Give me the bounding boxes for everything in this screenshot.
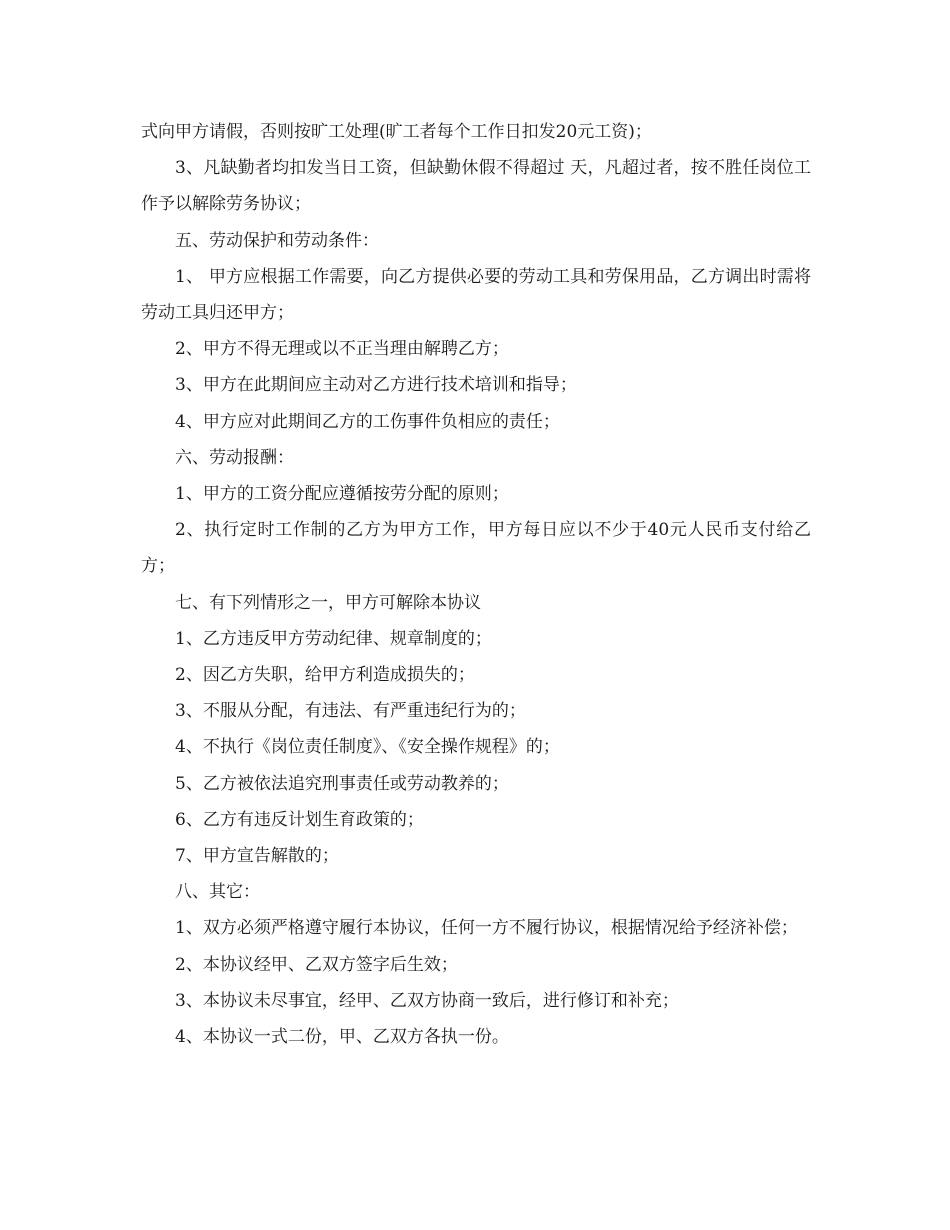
paragraph: 2、执行定时工作制的乙方为甲方工作，甲方每日应以不少于40元人民币支付给乙方； [141, 520, 811, 577]
paragraph: 1、乙方违反甲方劳动纪律、规章制度的； [175, 628, 492, 649]
paragraph: 式向甲方请假，否则按旷工处理(旷工者每个工作日扣发20元工资)； [141, 122, 652, 142]
paragraph: 4、甲方应对此期间乙方的工伤事件负相应的责任； [175, 411, 560, 432]
document-body [141, 114, 811, 1055]
paragraph: 4、本协议一式二份，甲、乙双方各执一份。 [175, 1027, 509, 1048]
paragraph: 2、本协议经甲、乙双方签字后生效； [175, 954, 458, 975]
paragraph: 3、凡缺勤者均扣发当日工资，但缺勤休假不得超过 天，凡超过者，按不胜任岗位工作予以解除劳务协议； [141, 158, 811, 215]
section-heading: 七、有下列情形之一，甲方可解除本协议 [175, 592, 481, 613]
paragraph: 4、不执行《岗位责任制度》、《安全操作规程》的； [175, 737, 560, 758]
section-heading: 六、劳动报酬： [175, 447, 294, 468]
paragraph: 3、不服从分配，有违法、有严重违纪行为的； [175, 701, 526, 722]
paragraph: 2、因乙方失职，给甲方利造成损失的； [175, 665, 475, 686]
paragraph: 1、双方必须严格遵守履行本协议，任何一方不履行协议，根据情况给予经济补偿； [175, 918, 798, 939]
section-heading: 五、劳动保护和劳动条件： [175, 230, 379, 251]
paragraph: 6、乙方有违反计划生育政策的； [175, 809, 424, 830]
paragraph: 1、甲方的工资分配应遵循按劳分配的原则； [175, 484, 509, 505]
paragraph: 3、甲方在此期间应主动对乙方进行技术培训和指导； [175, 375, 577, 396]
paragraph: 5、乙方被依法追究刑事责任或劳动教养的； [175, 773, 509, 794]
paragraph: 3、本协议未尽事宜，经甲、乙双方协商一致后，进行修订和补充； [175, 990, 679, 1011]
section-heading: 八、其它： [175, 882, 260, 903]
paragraph: 1、 甲方应根据工作需要，向乙方提供必要的劳动工具和劳保用品，乙方调出时需将劳动工具归还甲方； [141, 266, 811, 324]
paragraph: 7、甲方宣告解散的； [175, 846, 339, 867]
paragraph: 2、甲方不得无理或以不正当理由解聘乙方； [175, 339, 509, 360]
